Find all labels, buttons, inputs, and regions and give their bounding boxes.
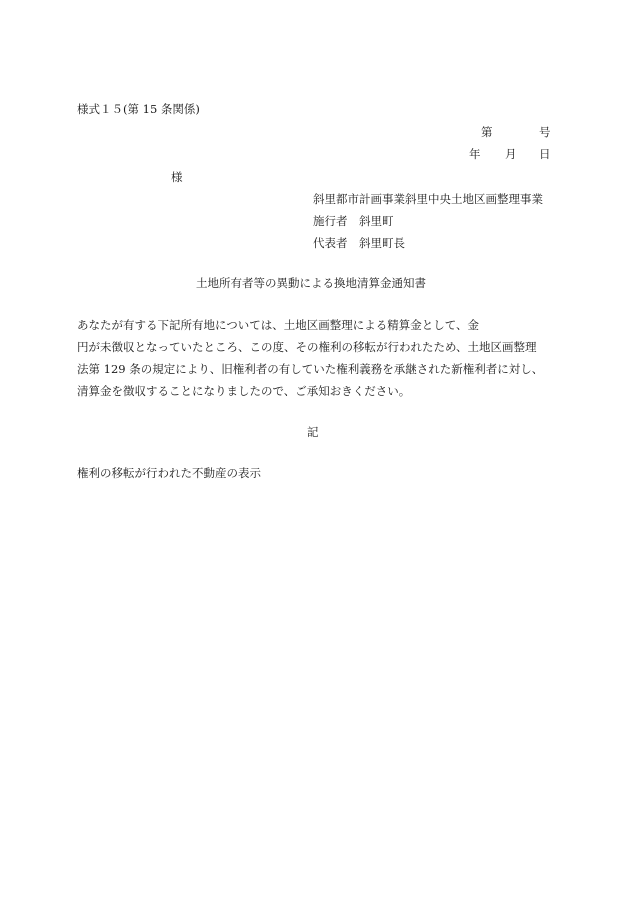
body-line-1: あなたが有する下記所有地については、土地区画整理による精算金として、金	[77, 318, 480, 332]
date-month: 月	[505, 147, 517, 161]
body-line-2: 円が未徴収となっていたところ、この度、その権利の移転が行われたため、土地区画整理	[77, 340, 537, 354]
form-label: 様式１５(第 15 条関係)	[77, 102, 200, 116]
date-year: 年	[469, 147, 481, 161]
issuer-representative: 代表者 斜里町長	[313, 236, 405, 250]
issuer-project: 斜里都市計画事業斜里中央土地区画整理事業	[313, 192, 543, 206]
document-title: 土地所有者等の異動による換地清算金通知書	[196, 276, 426, 290]
body-line-3: 法第 129 条の規定により、旧権利者の有していた権利義務を承継された新権利者に対し、	[77, 362, 544, 376]
ki-mark: 記	[307, 425, 319, 439]
number-suffix: 号	[539, 125, 551, 139]
issuer-executor: 施行者 斜里町	[313, 214, 394, 228]
section-heading: 権利の移転が行われた不動産の表示	[77, 466, 261, 480]
addressee-suffix: 様	[171, 170, 183, 184]
body-line-4: 清算金を徴収することになりましたので、ご承知おきください。	[77, 384, 411, 398]
date-day: 日	[539, 147, 551, 161]
number-prefix: 第	[481, 125, 493, 139]
